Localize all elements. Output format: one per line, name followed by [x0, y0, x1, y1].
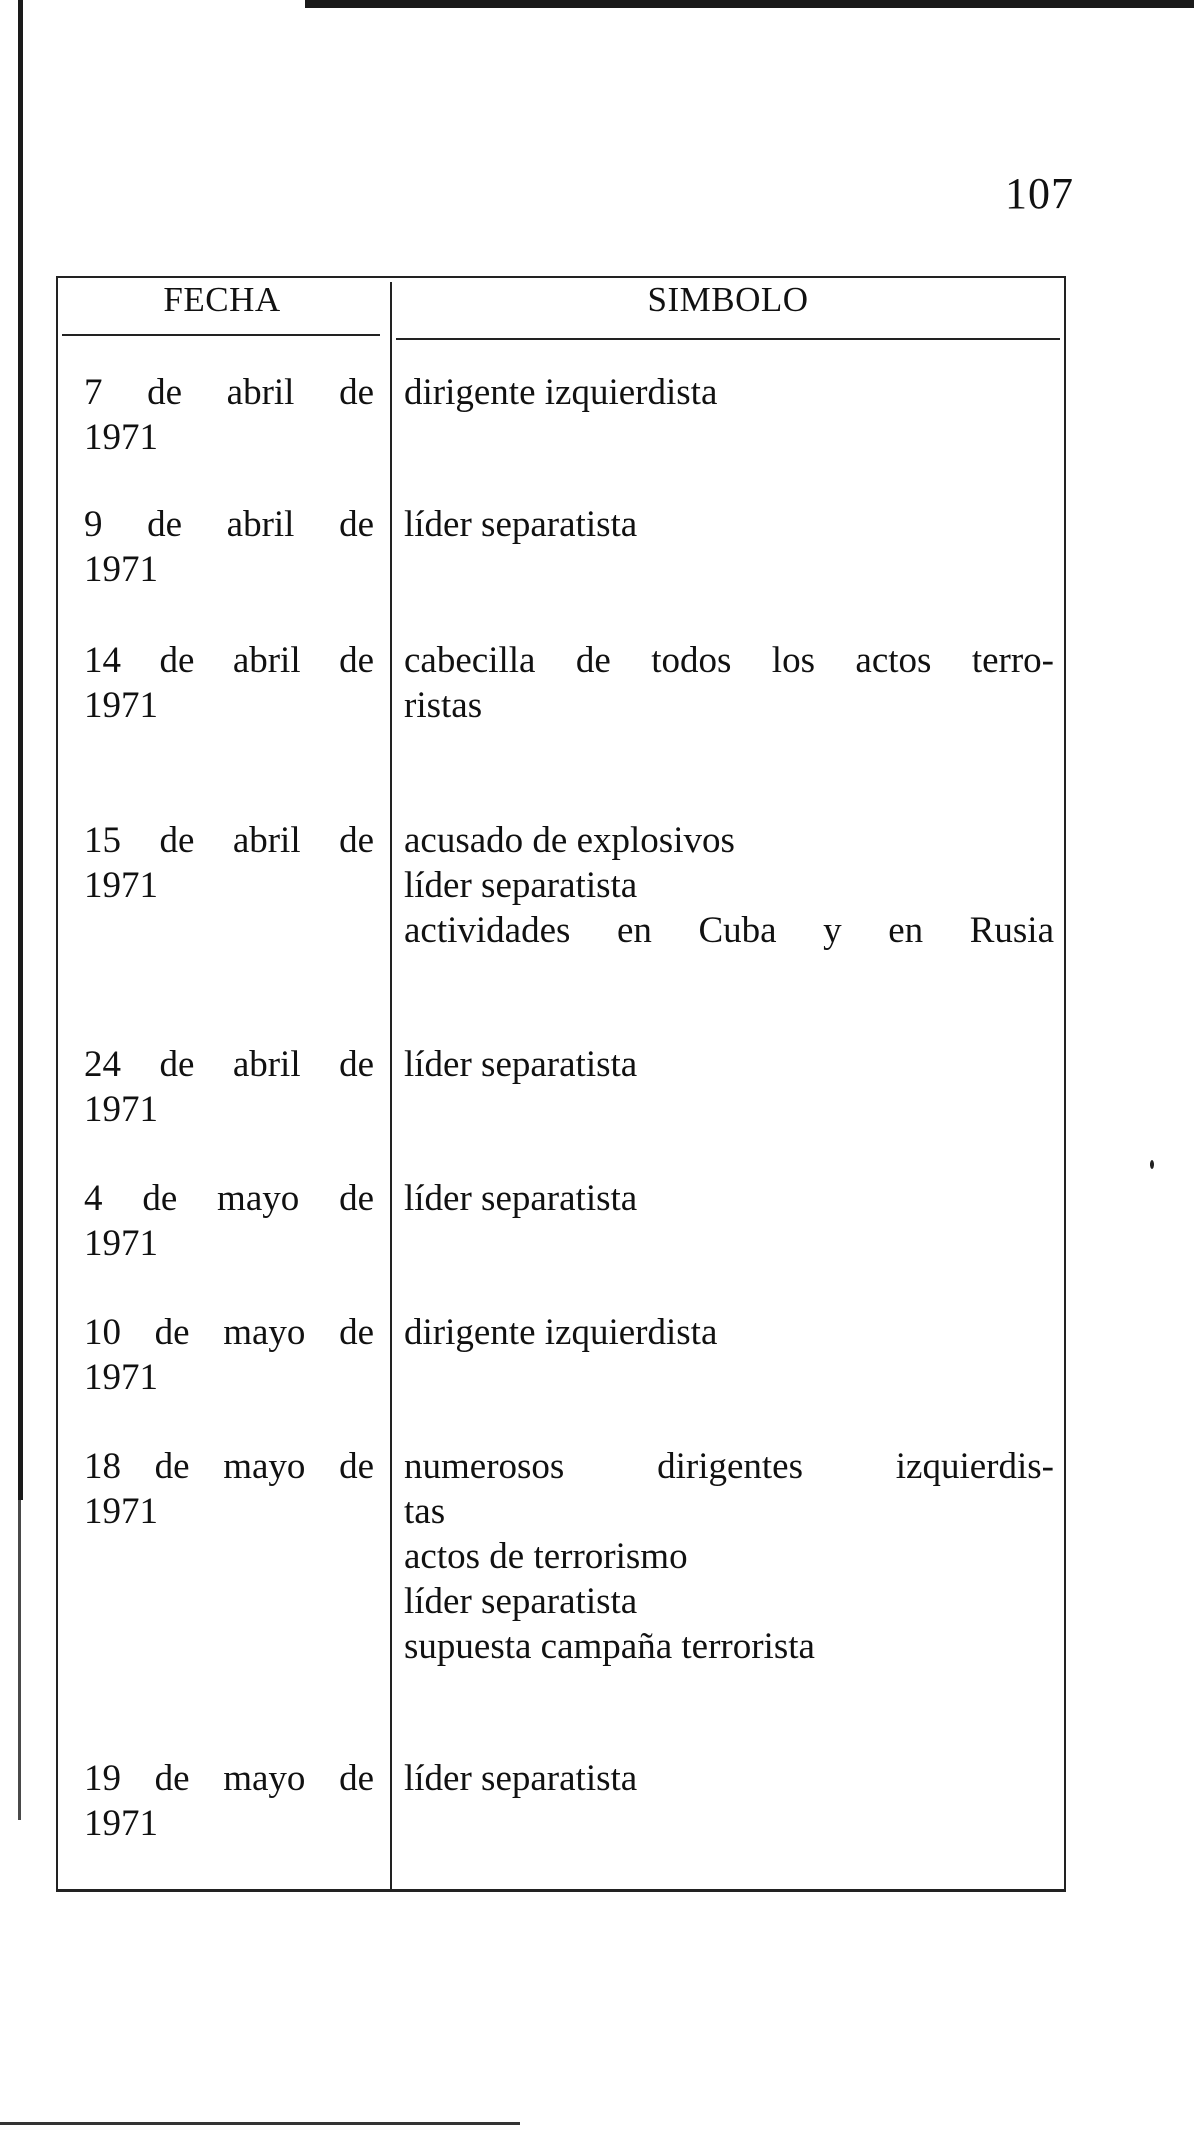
simbolo-line: líder separatista — [404, 1758, 638, 1799]
simbolo-line: dirigente izquierdista — [404, 1312, 718, 1353]
simbolo-cell — [404, 1444, 1054, 1669]
simbolo-line: dirigente izquierdista — [404, 372, 718, 413]
fecha-year: 1971 — [84, 685, 158, 726]
fecha-date: 9 de abril de — [84, 504, 374, 545]
simbolo-cell — [404, 1176, 1054, 1221]
simbolo-line: líder separatista — [404, 504, 638, 545]
fecha-date: 15 de abril de — [84, 820, 374, 861]
scan-speck — [1150, 1160, 1154, 1169]
simbolo-line: actos de terrorismo — [404, 1536, 688, 1577]
header-rule-fecha — [62, 334, 380, 336]
scan-top-rule — [305, 0, 1194, 8]
fecha-year: 1971 — [84, 1089, 158, 1130]
simbolo-line: tas — [404, 1491, 446, 1532]
fecha-date: 24 de abril de — [84, 1044, 374, 1085]
fecha-year: 1971 — [84, 1803, 158, 1844]
simbolo-line: cabecilla de todos los actos terro- — [404, 640, 1054, 681]
fecha-date: 19 de mayo de — [84, 1758, 374, 1799]
simbolo-line: acusado de explosivos — [404, 820, 735, 861]
simbolo-line: líder separatista — [404, 1044, 638, 1085]
fecha-year: 1971 — [84, 549, 158, 590]
fecha-year: 1971 — [84, 1491, 158, 1532]
column-header-simbolo: SIMBOLO — [647, 280, 809, 319]
simbolo-cell — [404, 818, 1054, 953]
simbolo-line: numerosos dirigentes izquierdis- — [404, 1446, 1054, 1487]
fecha-cell — [84, 370, 374, 460]
scan-bottom-rule — [0, 2122, 520, 2125]
fecha-date: 10 de mayo de — [84, 1312, 374, 1353]
fecha-date: 7 de abril de — [84, 372, 374, 413]
simbolo-cell — [404, 1310, 1054, 1355]
simbolo-cell — [404, 370, 1054, 415]
scan-left-edge — [18, 0, 23, 1500]
simbolo-cell — [404, 1756, 1054, 1801]
fecha-year: 1971 — [84, 1357, 158, 1398]
fecha-cell — [84, 502, 374, 592]
simbolo-line: líder separatista — [404, 865, 638, 906]
fecha-date: 18 de mayo de — [84, 1446, 374, 1487]
simbolo-cell — [404, 638, 1054, 728]
fecha-cell — [84, 1444, 374, 1534]
fecha-year: 1971 — [84, 865, 158, 906]
header-rule-simbolo — [396, 338, 1060, 340]
simbolo-line: líder separatista — [404, 1581, 638, 1622]
fecha-cell — [84, 818, 374, 908]
fecha-cell — [84, 638, 374, 728]
fecha-year: 1971 — [84, 417, 158, 458]
scan-left-edge-lower — [18, 1500, 21, 1820]
page-number: 107 — [1005, 169, 1074, 218]
simbolo-line: líder separatista — [404, 1178, 638, 1219]
simbolo-line: ristas — [404, 685, 483, 726]
simbolo-line: actividades en Cuba y en Rusia — [404, 910, 1054, 951]
fecha-cell — [84, 1042, 374, 1132]
simbolo-cell — [404, 1042, 1054, 1087]
fecha-cell — [84, 1176, 374, 1266]
simbolo-cell — [404, 502, 1054, 547]
column-divider — [390, 282, 392, 1890]
fecha-cell — [84, 1756, 374, 1846]
fecha-date: 14 de abril de — [84, 640, 374, 681]
simbolo-line: supuesta campaña terrorista — [404, 1626, 815, 1667]
fecha-cell — [84, 1310, 374, 1400]
column-header-fecha: FECHA — [163, 280, 281, 319]
fecha-date: 4 de mayo de — [84, 1178, 374, 1219]
fecha-year: 1971 — [84, 1223, 158, 1264]
